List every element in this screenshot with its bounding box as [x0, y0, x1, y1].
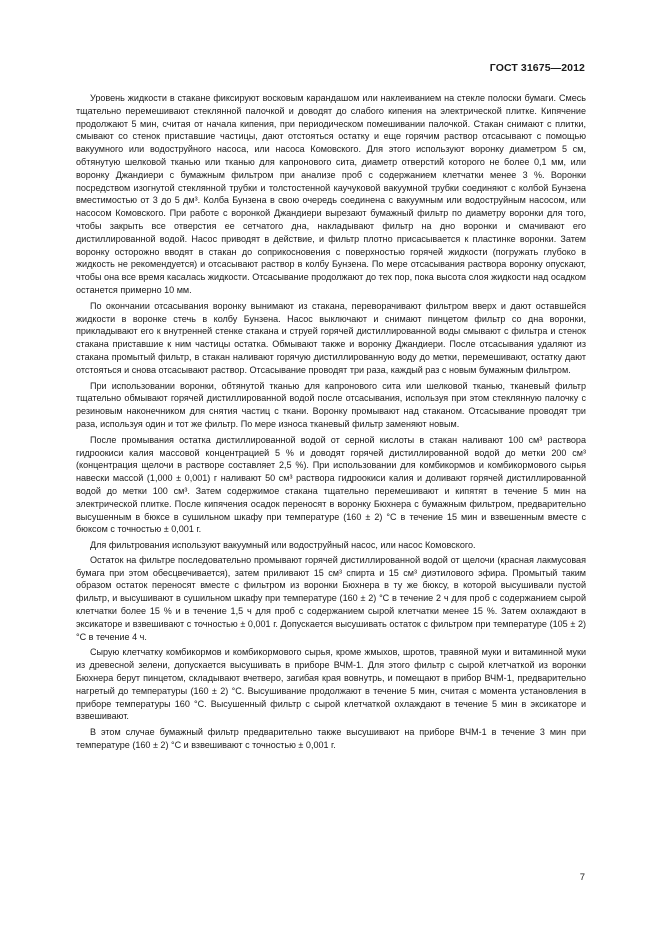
- paragraph-vchm-drying: Сырую клетчатку комбикормов и комбикормового сырья, кроме жмыхов, шротов, травяной муки и витаминной муки из древесной зелени, допускается высушивать в приборе ВЧМ-1. Для этого фильтр с сырой клетчаткой из воронки Бюхнера берут пинцетом, складывают вчетверо, загибая края вовнутрь, и помещают в прибор ВЧМ-1, предварительно нагретый до температуры (160 ± 2) °С. Высушивание продолжают в течение 5 мин, считая с момента установления в приборе температуры 160 °С. Высушенный фильтр с сырой клетчаткой охлаждают в течение 5 мин в эксикаторе и взвешивают.: [76, 647, 586, 722]
- paragraph-alkali-treatment: После промывания остатка дистиллированной водой от серной кислоты в стакан наливают 100 см³ раствора гидроокиси калия массовой концентрацией 5 % и доводят горячей дистиллированной водой до метки 200 см³ (концентрация щелочи в растворе составляет 2,5 %). При использовании для комбикормов и комбикормового сырья навески массой (1,000 ± 0,001) г наливают 50 см³ раствора гидроокиси калия и доливают горячей дистиллированной водой до метки 100 см³. Затем содержимое стакана тщательно перемешивают и кипятят в течение 5 мин на электрической плитке. После кипячения осадок переносят в воронку Бюхнера с бумажным фильтром, предварительно высушенным в бюксе в сушильном шкафу при температуре (160 ± 2) °С в течение 15 мин и взвешенным вместе с бюксом с точностью ± 0,001 г.: [76, 434, 586, 535]
- paragraph-after-suction: По окончании отсасывания воронку вынимают из стакана, переворачивают фильтром вверх и дают оставшейся жидкости в воронке стечь в колбу Бунзена. Насос выключают и снимают пинцетом фильтр со дна воронки, прикладывают его к внутренней стенке стакана и струей горячей дистиллированной воды смывают с фильтра и стенок стакана приставшие к ним частицы остатка. Обмывают также и воронку Джандиери. После отсасывания удаляют из стакана промытый фильтр, в стакан наливают горячую дистиллированную воду до метки, перемешивают, остатку дают отстояться и снова отсасывают раствор. Отсасывание проводят три раза, каждый раз с новым бумажным фильтром.: [76, 300, 586, 375]
- paragraph-fabric-funnel: При использовании воронки, обтянутой тканью для капронового сита или шелковой тканью, тканевый фильтр тщательно обмывают горячей дистиллированной водой после отсасывания, используя при этом стеклянную палочку с резиновым наконечником для снятия частиц с ткани. Воронку промывают над стаканом. Отсасывание проводят три раза, используя один и тот же фильтр. По мере износа тканевый фильтр заменяют новым.: [76, 380, 586, 429]
- paragraph-residue-washing: Остаток на фильтре последовательно промывают горячей дистиллированной водой от щелочи (красная лакмусовая бумага при этом обесцвечивается), затем приливают 15 см³ спирта и 15 см³ диэтилового эфира. Промытый таким образом остаток переносят вместе с фильтром из воронки Бюхнера в ту же бюксу, в которой высушивали пустой фильтр, и высушивают в сушильном шкафу при температуре (160 ± 2) °С в течение 2 ч для проб с содержанием сырой клетчатки более 15 % и в течение 1,5 ч для проб с содержанием сырой клетчатки менее 15 %. Затем охлаждают в эксикаторе и взвешивают с точностью ± 0,001 г. Допускается высушивать остаток с фильтром при температуре (105 ± 2) °С в течение 4 ч.: [76, 554, 586, 642]
- paragraph-liquid-level: Уровень жидкости в стакане фиксируют восковым карандашом или наклеиванием на стекле полоски бумаги. Смесь тщательно перемешивают стеклянной палочкой и доводят до слабого кипения на электрической плитке. Кипячение продолжают 5 мин, считая от начала кипения, при периодическом помешивании палочкой. Стакан снимают с плитки, смывают со стенок приставшие частицы, дают отстояться остатку и еще горячим раствор отсасывают с помощью вакуумного или водоструйного насоса, или насоса Комовского. Для этого используют воронку диаметром 5 см, обтянутую шелковой тканью или тканью для капронового сита, диаметр отверстий которого не более 0,1 мм, или воронку Джандиери с бумажным фильтром при анализе проб с содержанием клетчатки менее 3 %. Воронки посредством изогнутой стеклянной трубки и толстостенной каучуковой вакуумной трубки соединяют с колбой Бунзена вместимостью от 3 до 5 дм³. Колба Бунзена в свою очередь соединена с вакуумным или водоструйным насосом, или насосом Комовского. При работе с воронкой Джандиери вырезают бумажный фильтр по диаметру воронки для того, чтобы закрыть все отверстия ее сетчатого дна, накладывают фильтр на дно воронки и смачивают его дистиллированной водой. Насос приводят в действие, и фильтр плотно присасывается к пластинке воронки. Затем воронку осторожно вводят в стакан до соприкосновения с поверхностью горячей жидкости (погружать глубоко в жидкость не рекомендуется) и отсасывают раствор в колбу Бунзена. По мере отсасывания раствора воронку опускают, чтобы она все время касалась жидкости. Отсасывание продолжают до тех пор, пока высота слоя жидкости над осадком останется примерно 10 мм.: [76, 93, 586, 295]
- paragraph-filter-predrying: В этом случае бумажный фильтр предварительно также высушивают на приборе ВЧМ-1 в течение 3 мин при температуре (160 ± 2) °С и взвешивают с точностью ± 0,001 г.: [76, 727, 586, 751]
- paragraph-filtration-pump: Для фильтрования используют вакуумный или водоструйный насос, или насос Комовского.: [90, 540, 476, 551]
- page-number: 7: [579, 872, 585, 883]
- body-text: [76, 92, 586, 755]
- standard-number-header: ГОСТ 31675—2012: [489, 62, 585, 74]
